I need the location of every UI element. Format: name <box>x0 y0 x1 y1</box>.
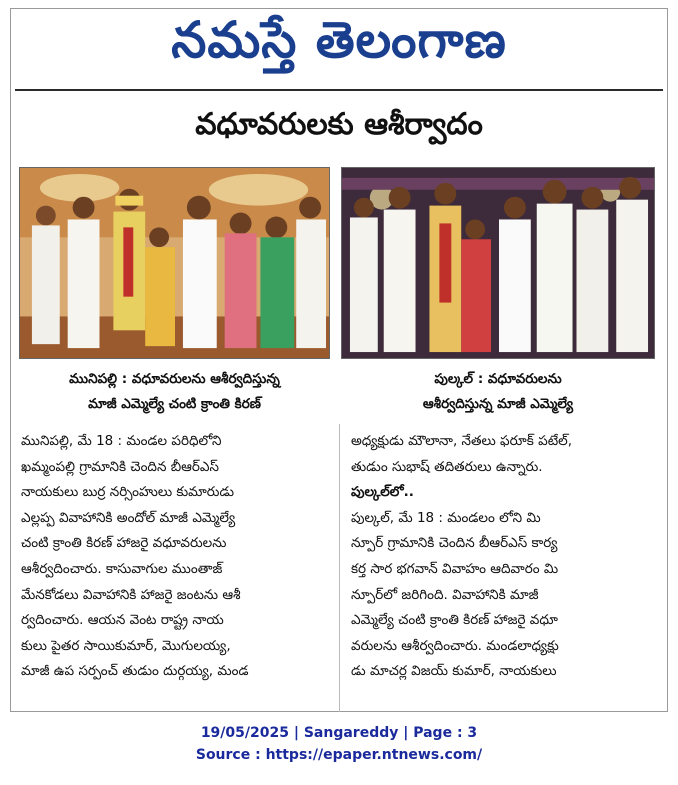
column-divider <box>339 424 340 712</box>
body-line: డు మాచర్ల విజయ్ కుమార్, నాయకులు <box>351 663 557 680</box>
body-line: అధ్యక్షుడు మౌలానా, నేతలు ఫరూక్ పటేల్, <box>351 433 572 449</box>
newspaper-clipping <box>10 8 668 712</box>
body-line: తుడుం సుభాష్ తదితరులు ఉన్నారు. <box>351 458 543 475</box>
wedding-photo-left <box>19 167 330 359</box>
article-body-left <box>21 429 330 685</box>
masthead-divider <box>15 89 663 91</box>
wedding-photo-right <box>341 167 655 359</box>
body-line: నాయకులు బుర్ర నర్సింహులు కుమారుడు <box>21 484 235 501</box>
body-line: ఆశీర్వదించారు. కాసువాగుల ముంతాజ్ <box>21 560 223 577</box>
caption-line: మాజీ ఎమ్మెల్యే చంటి క్రాంతి కిరణ్ <box>88 396 261 412</box>
body-line: చంటి క్రాంతి కిరణ్ హాజరై వధూవరులను <box>21 535 227 552</box>
section-subheading: పుల్కల్‌లో.. <box>351 484 414 501</box>
body-line: మునిపల్లి, మే 18 : మండల పరిధిలోని <box>21 433 222 449</box>
body-line: న్పూర్‌లో జరిగింది. వివాహానికి మాజీ <box>351 586 539 603</box>
body-line: కులు పైతర సాయికుమార్, మొగులయ్య, <box>21 637 231 654</box>
body-line: కర్త సార భగవాన్ వివాహం ఆదివారం మి <box>351 560 559 577</box>
body-line: ఎమ్మెల్యే చంటి క్రాంతి కిరణ్ హాజరై వధూ <box>351 612 558 629</box>
body-line: మేనకోడలు వివాహానికి హాజరై జంటను ఆశీ <box>21 586 241 603</box>
edition-info: 19/05/2025 | Sangareddy | Page : 3 <box>200 725 478 741</box>
masthead-title: నమస్తే తెలంగాణ <box>171 11 507 69</box>
body-line: ఖమ్మంపల్లి గ్రామానికి చెందిన బీఆర్ఎస్ <box>21 458 219 475</box>
body-line: వరులను ఆశీర్వదించారు. మండలాధ్యక్షు <box>351 637 559 654</box>
source-url: Source : https://epaper.ntnews.com/ <box>195 747 483 763</box>
body-line: పుల్కల్, మే 18 : మండలం లోని మి <box>351 509 541 526</box>
caption-line: పుల్కల్ : వధూవరులను <box>434 371 562 387</box>
photo-caption-right <box>341 367 655 417</box>
body-line: ఎల్లప్ప వివాహానికి అందోల్ మాజీ ఎమ్మెల్యే <box>21 509 236 526</box>
source-footer <box>0 722 678 766</box>
article-body-right <box>351 429 653 685</box>
caption-line: మునిపల్లి : వధూవరులను ఆశీర్వదిస్తున్న <box>69 371 280 387</box>
body-line: మాజీ ఉప సర్పంచ్ తుడుం దుర్గయ్య, మండ <box>21 663 249 680</box>
article-headline: వధూవరులకు ఆశీర్వాదం <box>195 107 483 142</box>
photo-caption-left <box>19 367 330 417</box>
body-line: ర్వదించారు. ఆయన వెంట రాష్ట్ర నాయ <box>21 612 224 629</box>
body-line: న్పూర్ గ్రామానికి చెందిన బీఆర్ఎస్ కార్య <box>351 535 558 552</box>
caption-line: ఆశీర్వదిస్తున్న మాజీ ఎమ్మెల్యే <box>422 396 574 412</box>
